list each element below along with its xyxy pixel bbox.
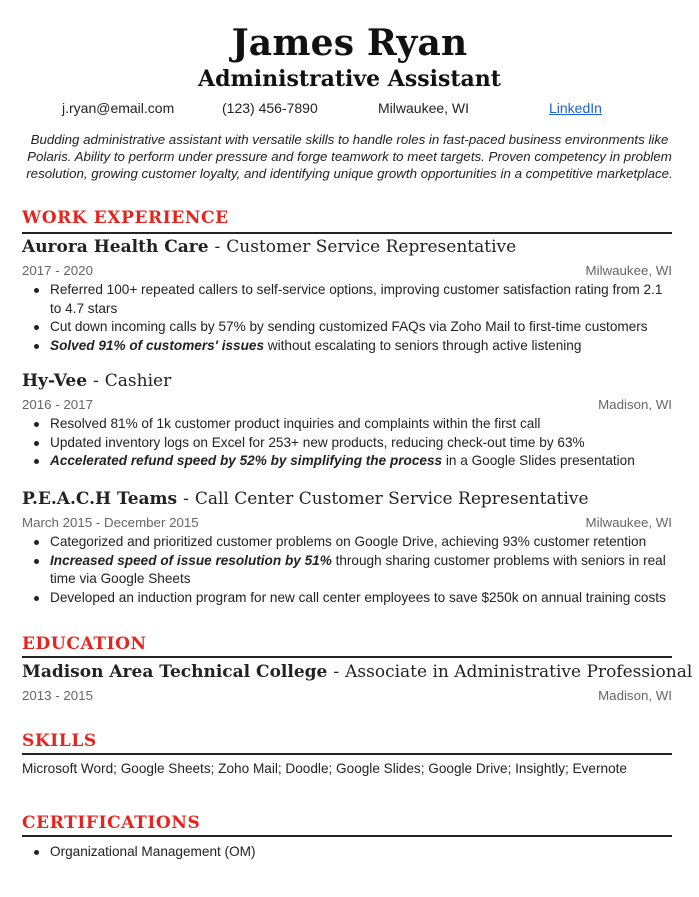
job-separator: - [93,371,99,391]
education-separator: - [333,662,340,682]
section-title-education: EDUCATION [22,634,147,654]
job-role: Cashier [104,371,172,391]
job-role: Call Center Customer Service Representative [194,489,589,509]
degree-name: Associate in Administrative Professional [345,662,693,682]
section-title-certifications: CERTIFICATIONS [22,813,201,833]
summary-paragraph: Budding administrative assistant with versatile skills to handle roles in fast-paced business environments like Polaris. Ability to perform under pressure and forge teamwork to meet targets. Proven competency in problem resolution, growing customer loyalty, and identifying unique growth opportunities in a competitive marketplace. [26,132,673,181]
section-title-work: WORK EXPERIENCE [22,208,229,228]
phone-text: (123) 456-7890 [222,100,318,116]
job-location: Milwaukee, WI [585,515,672,530]
job-heading-2 [22,371,171,391]
job-org: Aurora Health Care [22,237,209,257]
education-location: Madison, WI [598,688,672,703]
skills-list: Microsoft Word; Google Sheets; Zoho Mail; Doodle; Google Slides; Google Drive; Insightly; Evernote [22,761,627,776]
job-dates: 2016 - 2017 [22,397,93,412]
job-bullets-3 [22,533,674,607]
list-item: Referred 100+ repeated callers to self-service options, improving customer satisfaction rating from 2.1 to 4.7 stars [22,281,674,318]
job-org: Hy-Vee [22,371,88,391]
job-heading-3 [22,489,589,509]
linkedin-link[interactable]: LinkedIn [549,100,602,116]
education-section [22,634,672,654]
list-item: Categorized and prioritized customer problems on Google Drive, achieving 93% customer retention [22,533,674,552]
section-divider [22,656,672,658]
list-item: Resolved 81% of 1k customer product inquiries and complaints within the first call [22,415,674,434]
education-meta [22,688,672,703]
job-bullets-2 [22,415,674,471]
job-role: Customer Service Representative [226,237,517,257]
section-title-skills: SKILLS [22,731,97,751]
skills-section [22,731,672,751]
candidate-name: James Ryan [231,22,468,64]
location-text: Milwaukee, WI [378,100,470,116]
list-item: Developed an induction program for new call center employees to save $250k on annual training costs [22,589,674,608]
job-heading-1 [22,237,516,257]
job-separator: - [214,237,221,257]
list-item: Updated inventory logs on Excel for 253+ new products, reducing check-out time by 63% [22,434,674,453]
job-dates: 2017 - 2020 [22,263,93,278]
job-dates: March 2015 - December 2015 [22,515,199,530]
job-meta-3 [22,515,672,530]
job-meta-2 [22,397,672,412]
education-heading [22,662,692,682]
job-bullets-1 [22,281,674,355]
job-location: Madison, WI [598,397,672,412]
list-item: Increased speed of issue resolution by 51% through sharing customer problems with seniors in real time via Google Sheets [22,552,674,589]
work-experience-section [22,208,672,228]
job-org: P.E.A.C.H Teams [22,489,178,509]
education-dates: 2013 - 2015 [22,688,93,703]
section-divider [22,753,672,755]
certifications-section [22,813,672,833]
list-item: Solved 91% of customers' issues without escalating to seniors through active listening [22,337,674,356]
job-separator: - [183,489,189,509]
school-name: Madison Area Technical College [22,662,328,682]
email-text: j.ryan@email.com [62,100,175,116]
job-meta-1 [22,263,672,278]
list-item: Organizational Management (OM) [22,843,674,862]
job-location: Milwaukee, WI [585,263,672,278]
section-divider [22,835,672,837]
section-divider [22,232,672,234]
list-item: Accelerated refund speed by 52% by simplifying the process in a Google Slides presentation [22,452,674,471]
certifications-list [22,843,674,862]
candidate-title: Administrative Assistant [198,66,501,92]
list-item: Cut down incoming calls by 57% by sending customized FAQs via Zoho Mail to first-time customers [22,318,674,337]
